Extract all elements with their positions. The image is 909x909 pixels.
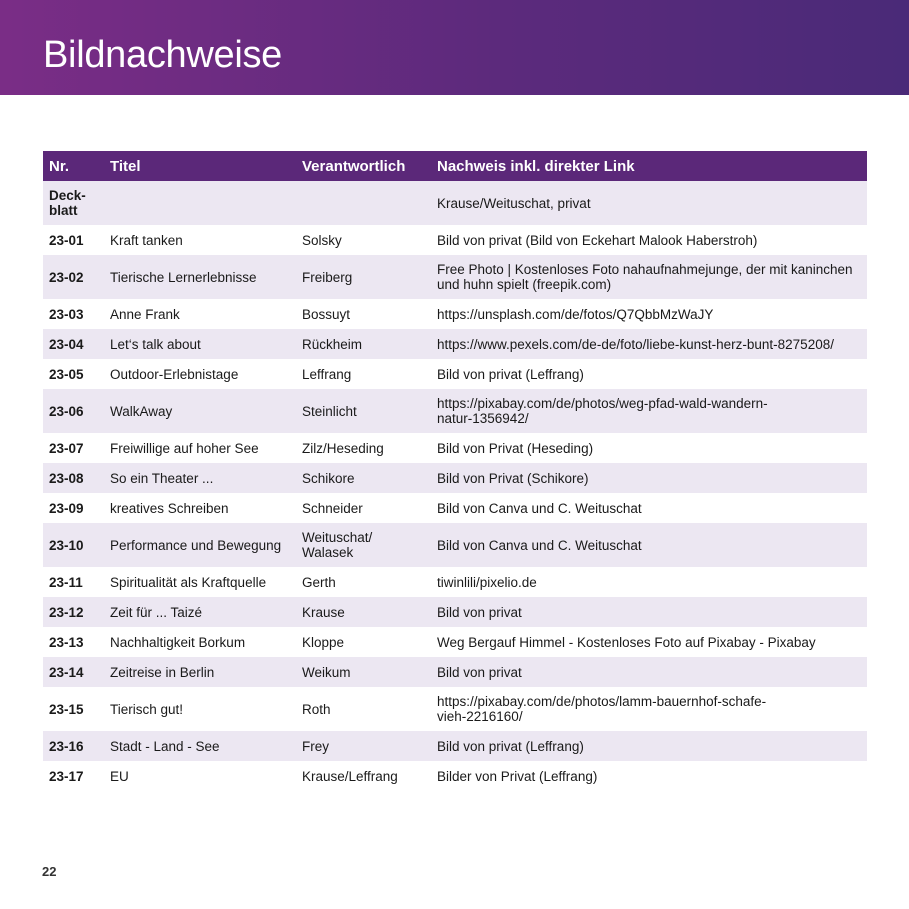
cell-nr: 23-17	[43, 761, 104, 791]
table-row	[43, 567, 867, 597]
cell-verantwortlich: Freiberg	[296, 255, 431, 299]
table-row	[43, 433, 867, 463]
cell-verantwortlich: Schneider	[296, 493, 431, 523]
cell-nr: 23-07	[43, 433, 104, 463]
table-row	[43, 255, 867, 299]
cell-titel: Zeit für ... Taizé	[104, 597, 296, 627]
column-header-nachweis: Nachweis inkl. direkter Link	[431, 151, 867, 181]
table-row	[43, 225, 867, 255]
cell-nr: Deck- blatt	[43, 181, 104, 225]
cell-titel: Freiwillige auf hoher See	[104, 433, 296, 463]
table-row	[43, 299, 867, 329]
page-number: 22	[42, 864, 57, 879]
cell-titel: Let‘s talk about	[104, 329, 296, 359]
cell-nr: 23-12	[43, 597, 104, 627]
cell-verantwortlich: Weituschat/ Walasek	[296, 523, 431, 567]
table-row	[43, 627, 867, 657]
cell-nr: 23-13	[43, 627, 104, 657]
cell-verantwortlich: Frey	[296, 731, 431, 761]
page-title: Bildnachweise	[43, 34, 283, 76]
cell-verantwortlich: Leffrang	[296, 359, 431, 389]
cell-nachweis: tiwinlili/pixelio.de	[431, 567, 867, 597]
table-row	[43, 761, 867, 791]
cell-nachweis: Bild von Privat (Schikore)	[431, 463, 867, 493]
cell-nr: 23-05	[43, 359, 104, 389]
cell-nr: 23-02	[43, 255, 104, 299]
cell-nachweis: https://www.pexels.com/de-de/foto/liebe-kunst-herz-bunt-8275208/	[431, 329, 867, 359]
cell-verantwortlich: Weikum	[296, 657, 431, 687]
cell-nachweis: Bild von privat (Leffrang)	[431, 731, 867, 761]
cell-nachweis: Bild von Canva und C. Weituschat	[431, 493, 867, 523]
cell-titel: WalkAway	[104, 389, 296, 433]
cell-verantwortlich: Kloppe	[296, 627, 431, 657]
cell-nr: 23-01	[43, 225, 104, 255]
cell-nachweis: Bild von Canva und C. Weituschat	[431, 523, 867, 567]
cell-nachweis: Bild von privat (Leffrang)	[431, 359, 867, 389]
cell-titel: So ein Theater ...	[104, 463, 296, 493]
cell-nr: 23-09	[43, 493, 104, 523]
cell-titel: Zeitreise in Berlin	[104, 657, 296, 687]
cell-nachweis: Bild von privat	[431, 657, 867, 687]
table-row	[43, 731, 867, 761]
cell-nr: 23-03	[43, 299, 104, 329]
table-row	[43, 181, 867, 225]
cell-verantwortlich	[296, 181, 431, 225]
cell-verantwortlich: Krause/Leffrang	[296, 761, 431, 791]
cell-titel	[104, 181, 296, 225]
cell-nr: 23-16	[43, 731, 104, 761]
table-header-row	[43, 151, 867, 181]
table-row	[43, 493, 867, 523]
page-header	[0, 0, 909, 95]
table-row	[43, 389, 867, 433]
cell-titel: EU	[104, 761, 296, 791]
cell-titel: Kraft tanken	[104, 225, 296, 255]
cell-nachweis: https://pixabay.com/de/photos/lamm-bauernhof-schafe- vieh-2216160/	[431, 687, 867, 731]
cell-verantwortlich: Krause	[296, 597, 431, 627]
cell-nachweis: Bild von Privat (Heseding)	[431, 433, 867, 463]
cell-verantwortlich: Rückheim	[296, 329, 431, 359]
cell-titel: Stadt - Land - See	[104, 731, 296, 761]
cell-titel: Performance und Bewegung	[104, 523, 296, 567]
cell-titel: Tierisch gut!	[104, 687, 296, 731]
cell-nr: 23-06	[43, 389, 104, 433]
cell-verantwortlich: Gerth	[296, 567, 431, 597]
cell-nr: 23-08	[43, 463, 104, 493]
cell-nachweis: Krause/Weituschat, privat	[431, 181, 867, 225]
cell-nachweis: Bilder von Privat (Leffrang)	[431, 761, 867, 791]
cell-verantwortlich: Solsky	[296, 225, 431, 255]
cell-verantwortlich: Roth	[296, 687, 431, 731]
cell-nachweis: Bild von privat	[431, 597, 867, 627]
table-row	[43, 687, 867, 731]
cell-verantwortlich: Bossuyt	[296, 299, 431, 329]
cell-nr: 23-10	[43, 523, 104, 567]
cell-titel: Spiritualität als Kraftquelle	[104, 567, 296, 597]
table-row	[43, 329, 867, 359]
table-body	[43, 181, 867, 791]
cell-titel: Nachhaltigkeit Borkum	[104, 627, 296, 657]
image-credits-table	[43, 151, 867, 791]
column-header-nr: Nr.	[43, 151, 104, 181]
column-header-titel: Titel	[104, 151, 296, 181]
table-row	[43, 359, 867, 389]
cell-nr: 23-04	[43, 329, 104, 359]
cell-titel: Tierische Lernerlebnisse	[104, 255, 296, 299]
cell-verantwortlich: Steinlicht	[296, 389, 431, 433]
cell-nachweis: https://unsplash.com/de/fotos/Q7QbbMzWaJY	[431, 299, 867, 329]
table-row	[43, 463, 867, 493]
cell-nr: 23-15	[43, 687, 104, 731]
cell-verantwortlich: Zilz/Heseding	[296, 433, 431, 463]
table-row	[43, 523, 867, 567]
cell-nachweis: Weg Bergauf Himmel - Kostenloses Foto auf Pixabay - Pixabay	[431, 627, 867, 657]
table-row	[43, 657, 867, 687]
cell-titel: Outdoor-Erlebnistage	[104, 359, 296, 389]
cell-nachweis: Free Photo | Kostenloses Foto nahaufnahmejunge, der mit kaninchen und huhn spielt (freepik.com)	[431, 255, 867, 299]
column-header-verantwortlich: Verantwortlich	[296, 151, 431, 181]
cell-verantwortlich: Schikore	[296, 463, 431, 493]
cell-nachweis: Bild von privat (Bild von Eckehart Malook Haberstroh)	[431, 225, 867, 255]
cell-titel: Anne Frank	[104, 299, 296, 329]
cell-titel: kreatives Schreiben	[104, 493, 296, 523]
cell-nr: 23-11	[43, 567, 104, 597]
cell-nr: 23-14	[43, 657, 104, 687]
cell-nachweis: https://pixabay.com/de/photos/weg-pfad-wald-wandern- natur-1356942/	[431, 389, 867, 433]
table-row	[43, 597, 867, 627]
